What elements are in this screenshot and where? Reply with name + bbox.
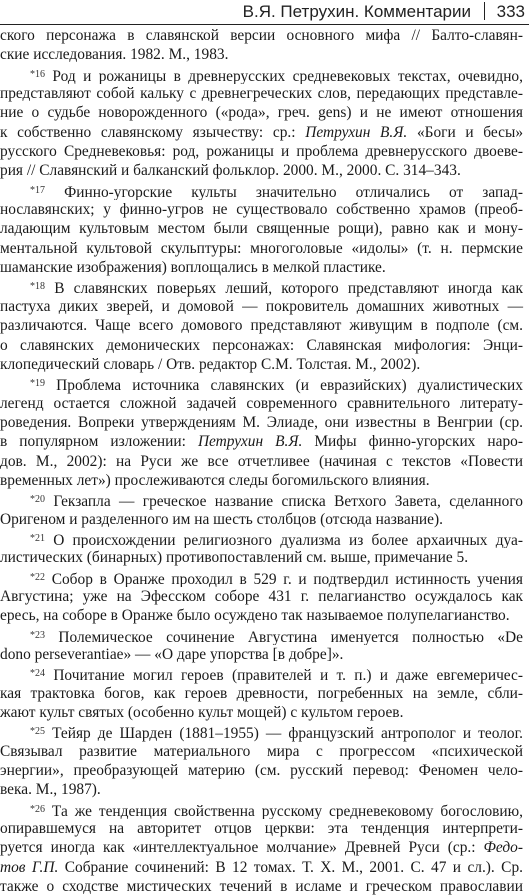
line-text: временных лет») прослеживаются следы богомильского влияния. xyxy=(0,471,430,489)
line-text: Связывал развитие материального мира с прогрессом «психической xyxy=(0,742,523,760)
text-line xyxy=(0,838,529,857)
italic-author-name: тов Г.П. xyxy=(0,858,59,876)
line-text: шаманские изображения) воплощались в мелкой пластике. xyxy=(0,259,386,277)
line-text: также о сходстве мистических течений в исламе и греческом православии xyxy=(0,878,523,896)
note-number: * $^{20}$ xyxy=(30,494,45,505)
text-line xyxy=(0,84,529,103)
text-line xyxy=(0,142,529,161)
line-text: энергии», преобразующей материю (см. русский перевод: Феномен чело- xyxy=(0,762,523,780)
text-line xyxy=(0,452,529,471)
note-number: * $^{19}$ xyxy=(30,378,45,389)
text-line xyxy=(0,529,529,548)
italic-author-name: Федо- xyxy=(483,839,523,857)
header-divider xyxy=(484,2,486,20)
line-text: Августина; уже на Эфесском соборе 431 г. пелагианство осуждалось как xyxy=(0,587,523,605)
line-text: dono perseverantiae» — «О даре упорства [в добре]». xyxy=(0,646,344,663)
note-number: * $^{16}$ xyxy=(30,69,45,80)
text-line xyxy=(0,800,529,819)
line-text: опиравшемуся на авторитет отцов церкви: эта тенденция интерпрети- xyxy=(0,820,523,838)
line-text: кая трактовка богов, как героев древности, погребенных на земле, сбли- xyxy=(0,684,523,702)
text-line xyxy=(0,394,529,413)
text-line xyxy=(0,645,529,664)
text-line xyxy=(0,877,529,896)
line-text: Род и рожаницы в древнерусских средневековых текстах, очевидно, xyxy=(52,67,523,85)
line-text-tail: Мифы финно-угорских наро- xyxy=(314,433,523,451)
note-number: * $^{24}$ xyxy=(30,668,45,679)
note-number: * $^{26}$ xyxy=(30,804,45,815)
line-text: Полемическое сочинение Августина именуется полностью «De xyxy=(58,628,523,645)
line-text: Почитание могил героев (правителей и т. п.) и даже евгемеричес- xyxy=(53,667,523,684)
line-text: Та же тенденция свойственна русскому средневековому богословию, xyxy=(51,802,523,820)
line-text: В славянских поверьях леший, которого представляют иногда как xyxy=(54,280,523,297)
text-line xyxy=(0,161,529,180)
line-text-tail: Собрание сочинений: В 12 томах. Т. Х. М., 2001. С. 47 и сл.). Ср. xyxy=(64,858,523,876)
line-text: пастуха диких зверей, и домовой — покровитель домашних животных — xyxy=(0,297,523,315)
line-text: легенд остается сложной задачей современного сравнительного литерату- xyxy=(0,394,523,412)
note-number: * $^{22}$ xyxy=(30,572,45,583)
text-line xyxy=(0,355,529,374)
line-text: ментальной культовой скульптуры: многоголовые «идолы» (т. н. пермские xyxy=(0,239,523,257)
text-line xyxy=(0,568,529,587)
text-line xyxy=(0,123,529,142)
text-line xyxy=(0,664,529,683)
line-text: О происхождении религиозного дуализма из более архаичных дуа- xyxy=(53,531,523,549)
text-line xyxy=(0,258,529,277)
line-text: ересь, на соборе в Оранже было осуждено так называемое полупелагианство. xyxy=(0,607,510,625)
line-text-tail: «Боги и бесы» xyxy=(416,123,524,141)
text-line xyxy=(0,277,529,296)
page-number: 333 xyxy=(496,2,525,21)
text-line xyxy=(0,45,529,64)
line-text: руется иногда как «интеллектуальное молчание» Древней Руси (ср.: xyxy=(0,839,476,857)
page-header xyxy=(0,0,529,25)
line-text: Оригеном и разделенного им на шесть столбцов (отсюда название). xyxy=(0,510,443,528)
line-text: Финно-угорские культы значительно отличались от запад- xyxy=(64,183,523,201)
text-line xyxy=(0,297,529,316)
text-line xyxy=(0,336,529,355)
note-number: * $^{17}$ xyxy=(30,185,45,196)
line-text: различаются. Чаще всего домового представляют живущим в подполе (см. xyxy=(0,317,523,335)
line-text: Тейяр де Шарден (1881–1955) — французский антрополог и теолог. xyxy=(52,725,523,742)
line-text: нославянских; у финно-угров не существовало собственно храмов (преоб- xyxy=(0,201,523,219)
text-line xyxy=(0,103,529,122)
note-number: * $^{25}$ xyxy=(30,726,45,737)
note-number: * $^{18}$ xyxy=(30,281,45,292)
running-title: В.Я. Петрухин. Комментарии xyxy=(242,2,471,21)
line-text: о славянских демонических персонажах: Славянская мифология: Энци- xyxy=(0,336,523,354)
line-text: дов. М., 2002): на Руси же все отчетливее (начиная с текстов «Повести xyxy=(0,452,523,470)
italic-author-name: Петрухин В.Я. xyxy=(197,433,303,451)
text-line xyxy=(0,471,529,490)
text-line xyxy=(0,761,529,780)
text-line xyxy=(0,490,529,509)
text-line xyxy=(0,858,529,877)
line-text: к собственно славянскому язычеству: ср.: xyxy=(0,123,296,141)
commentary-text xyxy=(0,26,529,896)
text-line xyxy=(0,374,529,393)
note-number: * $^{23}$ xyxy=(30,630,45,641)
text-line xyxy=(0,510,529,529)
line-text: листических (бинарных) противопоставлений см. выше, примечание 5. xyxy=(0,549,469,567)
line-text: века. М., 1987). xyxy=(0,781,101,799)
text-line xyxy=(0,413,529,432)
note-number: * $^{21}$ xyxy=(30,533,45,544)
line-text: Собор в Оранже проходил в 529 г. и подтвердил истинность учения xyxy=(51,570,523,587)
text-line xyxy=(0,65,529,84)
line-text: ские исследования. 1982. М., 1983. xyxy=(0,46,229,64)
text-line xyxy=(0,26,529,45)
text-line xyxy=(0,819,529,838)
line-text: рия // Славянский и балканский фольклор. 2000. М., 2000. С. 314–343. xyxy=(0,162,461,180)
line-text: жают культ святых (особенно культ мощей) с культом героев. xyxy=(0,704,404,722)
text-line xyxy=(0,703,529,722)
text-line xyxy=(0,239,529,258)
text-line xyxy=(0,200,529,219)
text-line xyxy=(0,684,529,703)
text-line xyxy=(0,219,529,238)
text-line xyxy=(0,548,529,567)
line-text: в популярном изложении: xyxy=(0,433,186,451)
text-line xyxy=(0,316,529,335)
line-text: представляют собой кальку с древнегреческих слов, передающих представле- xyxy=(0,85,523,103)
text-line xyxy=(0,626,529,645)
italic-author-name: Петрухин В.Я. xyxy=(305,123,408,141)
line-text: роведения. Вопреки утверждениям М. Элиаде, они известны в Венгрии (ср. xyxy=(0,413,523,431)
line-text: ние о судьбе новорожденного («рода», греч. gens) и не имеют отношения xyxy=(0,104,523,122)
line-text: русского Средневековья: род, рожаницы и проблема древнерусского двоеве- xyxy=(0,143,523,161)
text-line xyxy=(0,722,529,741)
line-text: ского персонажа в славянской версии основного мифа // Балто-славян- xyxy=(0,27,523,44)
line-text: Гекзапла — греческое название списка Ветхого Завета, сделанного xyxy=(53,493,523,510)
line-text: ладающим культовым местом были священные рощи), равно как и мону- xyxy=(0,220,523,238)
line-text: клопедический словарь / Отв. редактор С.М. Толстая. М., 2002). xyxy=(0,355,421,373)
text-line xyxy=(0,181,529,200)
line-text: Проблема источника славянских (и евразийских) дуалистических xyxy=(56,377,523,394)
text-line xyxy=(0,587,529,606)
text-line xyxy=(0,432,529,451)
text-line xyxy=(0,780,529,799)
text-line xyxy=(0,606,529,625)
text-line xyxy=(0,742,529,761)
